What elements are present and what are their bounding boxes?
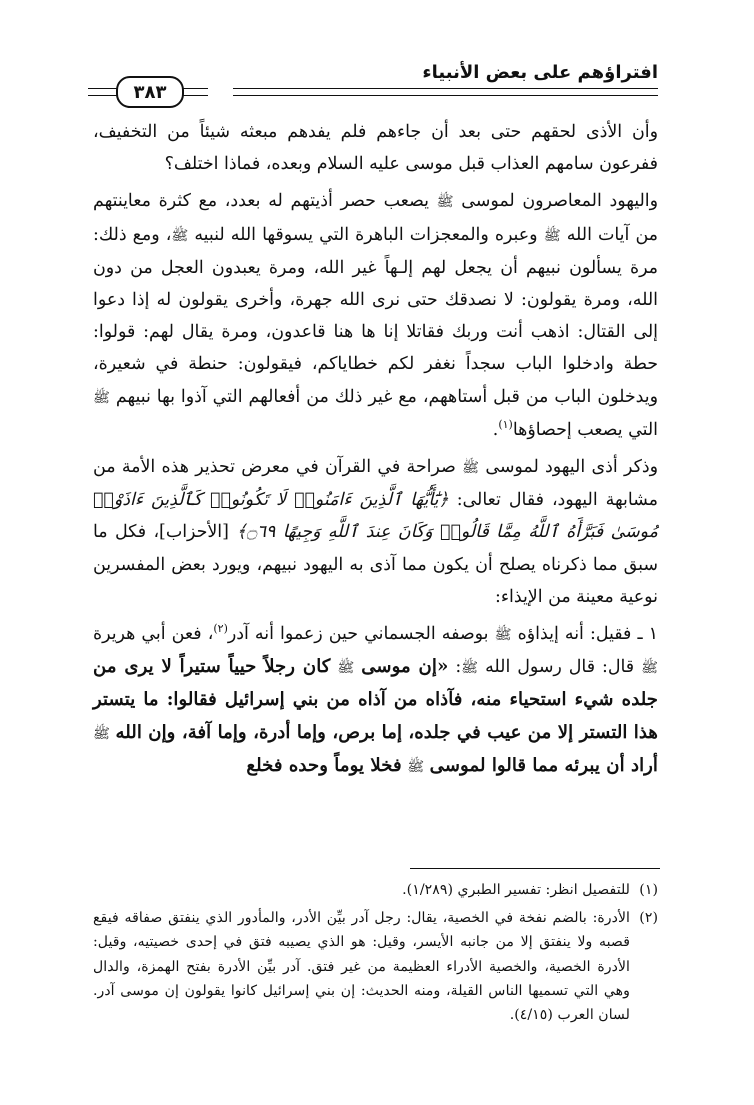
paragraph-3-text-a: وذكر أذى اليهود لموسى xyxy=(485,457,658,478)
hadith-text-a: «إن موسى xyxy=(361,656,449,678)
paragraph-1: وأن الأذى لحقهم حتى بعد أن جاءهم فلم يفدهم مبعثه شيئاً من التخفيف، ففرعون سامهم العذاب قبل موسى عليه السلام وبعده، فماذا اختلف؟ xyxy=(93,122,658,175)
page-number-ornament xyxy=(88,76,208,106)
footnote-ref-2[interactable]: (٢) xyxy=(213,622,228,636)
paragraph-3 xyxy=(93,451,658,613)
pbuh-icon: ﷺ xyxy=(337,660,355,677)
main-text xyxy=(93,116,658,783)
paragraph-4-text-a: ١ ـ فقيل: أنه إيذاؤه xyxy=(517,624,659,645)
paragraph-2-text-a: واليهود المعاصرون لموسى xyxy=(461,191,659,212)
paragraph-3-text-c: [الأحزاب]، فكل ما سبق مما ذكرناه يصلح أن يكون مما آذى به اليهود نبيهم، ويورد بعض المفسرين نوعية معينة من الإيذاء: xyxy=(93,522,658,607)
pbuh-icon: ﷺ xyxy=(407,758,425,775)
quran-verse: ﴿يَٰٓأَيُّهَا ٱلَّذِينَ ءَامَنُوا۟ لَا تَكُونُوا۟ كَٱلَّذِينَ ءَاذَوْا۟ مُوسَىٰ فَبَرَّأَهُ ٱللَّهُ مِمَّا قَالُوا۟ وَكَانَ عِندَ ٱللَّهِ وَجِيهًا ۝٦٩﴾ xyxy=(93,490,658,543)
hadith-text-d: فخلا يوماً وحده فخلع xyxy=(246,754,402,776)
footnote-text: للتفصيل انظر: تفسير الطبري (١/٢٨٩). xyxy=(402,882,630,898)
header-rule xyxy=(233,88,658,96)
hadith-text-c: أراد أن يبرئه مما قالوا لموسى xyxy=(429,754,658,776)
paragraph-4-text-e: : xyxy=(455,657,462,678)
footnote-separator xyxy=(410,868,660,869)
footnote-number: (٢) xyxy=(639,910,658,927)
paragraph-4-text-d: قال: قال رسول الله xyxy=(485,657,635,678)
pbuh-icon: ﷺ xyxy=(543,227,561,244)
footnotes xyxy=(93,878,658,1031)
paragraph-2-text-c: وعبره والمعجزات الباهرة التي يسوقها الله لنبيه xyxy=(194,224,538,245)
footnote-ref-1[interactable]: (١) xyxy=(498,418,513,432)
footnote-text: الأدرة: بالضم نفخة في الخصية، يقال: رجل آدر بيِّن الأدر، والمأدور الذي ينفتق صفاقه فيقع قصبه ولا ينفتق إلا من جانبه الأيسر، وقيل: هو الذي يصيبه فتق في إحدى خصيتيه، وقيل: الأدرة الخصية، والخصية الأدراء العظيمة من غير فتق. آدر بيِّن الأدرة بفتح الهمزة، والدال وهي التي تسميها الناس القيلة، ومنه الحديث: إن بني إسرائيل كانوا يقولون إن موسى آدر. لسان العرب (٤/١٥). xyxy=(93,910,630,1024)
footnote-1 xyxy=(93,878,658,902)
pbuh-icon: ﷺ xyxy=(494,627,512,644)
pbuh-icon: ﷺ xyxy=(93,725,110,742)
paragraph-4 xyxy=(93,618,658,783)
pbuh-icon: ﷺ xyxy=(462,460,480,477)
footnote-number: (١) xyxy=(639,882,658,898)
running-title: افتراؤهم على بعض الأنبياء xyxy=(422,62,658,83)
paragraph-2-text-b: يصعب حصر أذيتهم له بعدد، مع كثرة معاينتهم من آيات الله xyxy=(93,191,658,245)
pbuh-icon: ﷺ xyxy=(461,660,479,677)
ra-icon: ﷺ xyxy=(641,660,658,677)
paragraph-2: واليهود المعاصرون لموسى ﷺ يصعب حصر أذيتهم له بعدد، مع كثرة معاينتهم من آيات الله ﷺ وعبره والمعجزات الباهرة التي يسوقها الله لنبيه ﷺ، ومع ذلك: مرة يسألون نبيهم أن يجعل لهم إلـهاً غير الله، ومرة يعبدون العجل من دون الله، ومرة يقولون: لا نصدقك حتى نرى الله جهرة، وأخرى يقولون له إذا دعوا إلى القتال: اذهب أنت وربك فقاتلا إنا ها هنا قاعدون، ومرة يقال لهم: قولوا: حطة وادخلوا الباب سجداً نغفر لكم خطاياكم، فيقولون: حنطة في شعيرة، ويدخلون الباب من قبل أستاههم، مع غير ذلك من أفعالهم التي آذوا بها نبيهم ﷺ التي يصعب إحصاؤها$^{(١)}$. xyxy=(93,191,659,440)
hadith-text-b: كان رجلاً حيياً ستيراً لا يرى من جلده شيء استحياء منه، فآذاه من آذاه من بني إسرائيل فقالوا: ما يتستر هذا التستر إلا من عيب في جلده، إما برص، وإما أدرة، وإما آفة، وإن الله xyxy=(93,656,658,743)
paragraph-4-text-b: بوصفه الجسماني حين زعموا أنه آدر xyxy=(227,624,489,645)
pbuh-icon: ﷺ xyxy=(436,194,454,211)
paragraph-3-text-b: صراحة في القرآن في معرض تحذير هذه الأمة من مشابهة اليهود، فقال تعالى: xyxy=(93,457,658,511)
paragraph-4-text-c: ، فعن أبي هريرة xyxy=(93,624,214,645)
footnote-2 xyxy=(93,906,658,1027)
pbuh-icon: ﷺ xyxy=(171,227,189,244)
paragraph-2-text-d: ، ومع ذلك: مرة يسألون نبيهم أن يجعل لهم إلـهاً غير الله، ومرة يعبدون العجل من دون الله، ومرة يقولون: لا نصدقك حتى نرى الله جهرة، وأخرى يقولون له إذا دعوا إلى القتال: اذهب أنت وربك فقاتلا إنا ها هنا قاعدون، ومرة يقال لهم: قولوا: حطة وادخلوا الباب سجداً نغفر لكم خطاياكم، فيقولون: حنطة في شعيرة، ويدخلون الباب من قبل أستاههم، مع غير ذلك من أفعالهم التي آذوا بها نبيهم xyxy=(93,224,658,407)
page-number: ٣٨٣ xyxy=(116,76,184,108)
pbuh-icon: ﷺ xyxy=(93,389,110,406)
paragraph-2-text-e: التي يصعب إحصاؤها xyxy=(512,419,658,440)
